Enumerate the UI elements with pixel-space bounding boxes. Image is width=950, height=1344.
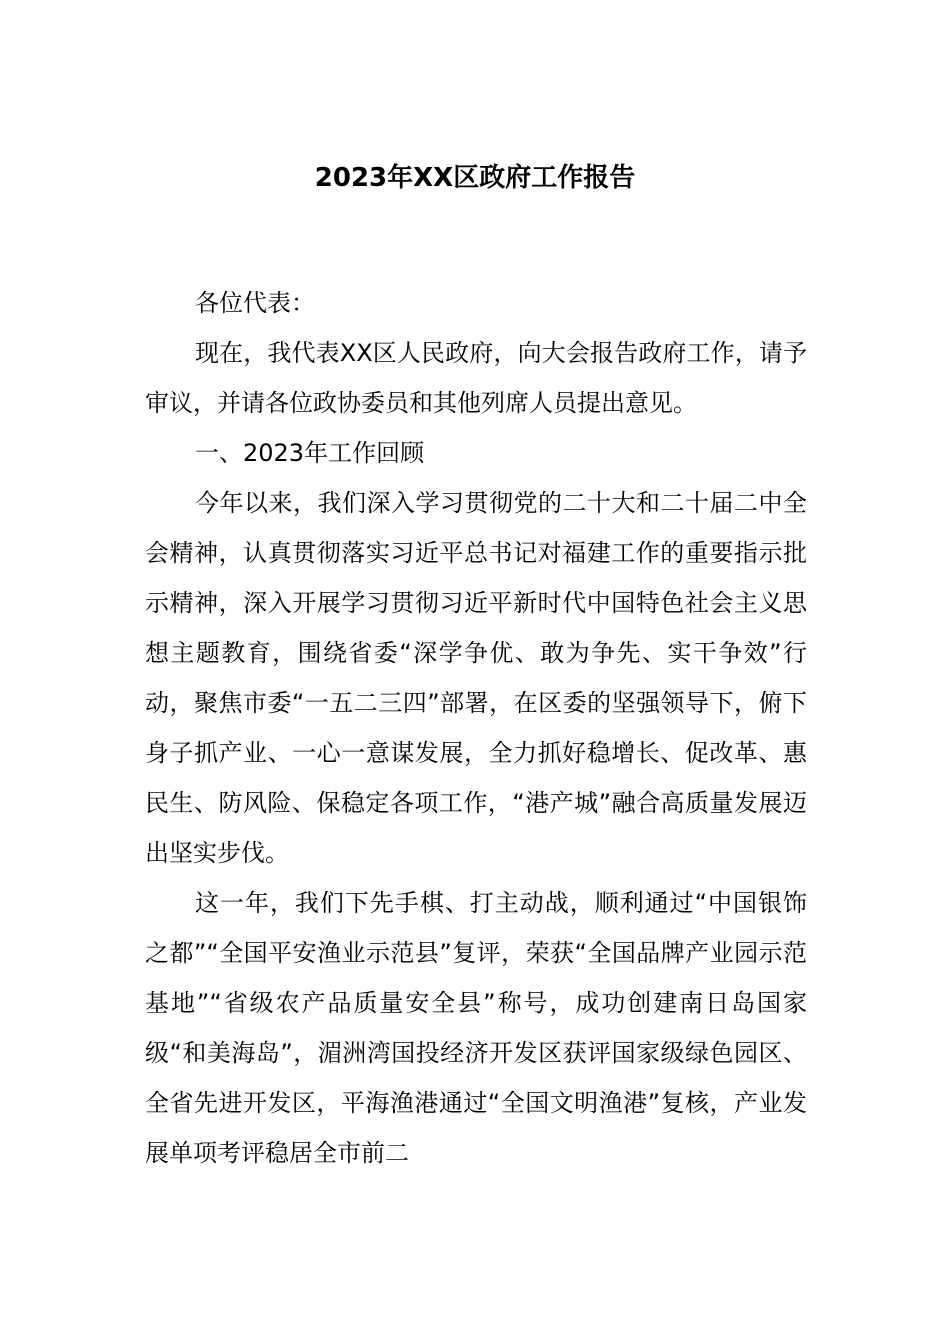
body-paragraph: 今年以来，我们深入学习贯彻党的二十大和二十届二中全会精神，认真贯彻落实习近平总书记对福建工作的重要指示批示精神，深入开展学习贯彻习近平新时代中国特色社会主义思想主题教育，围绕省委“深学争优、敢为争先、实干争效”行动，聚焦市委“一五二三四”部署，在区委的坚强领导下，俯下身子抓产业、一心一意谋发展，全力抓好稳增长、促改革、惠民生、防风险、保稳定各项工作，“港产城”融合高质量发展迈出坚实步伐。 <box>145 489 807 867</box>
intro-paragraph: 现在，我代表XX区人民政府，向大会报告政府工作，请予审议，并请各位政协委员和其他列席人员提出意见。 <box>145 339 807 417</box>
document-title: 2023年XX区政府工作报告 <box>314 163 636 193</box>
body-paragraph: 这一年，我们下先手棋、打主动战，顺利通过“中国银饰之都”“全国平安渔业示范县”复评，荣获“全国品牌产业园示范基地”“省级农产品质量安全县”称号，成功创建南日岛国家级“和美海岛”，湄洲湾国投经济开发区获评国家级绿色园区、全省先进开发区，平海渔港通过“全国文明渔港”复核，产业发展单项考评稳居全市前二 <box>145 889 807 1167</box>
salutation-paragraph: 各位代表： <box>195 289 315 317</box>
document-body <box>145 278 807 1178</box>
section-heading: 一、2023年工作回顾 <box>195 439 425 467</box>
